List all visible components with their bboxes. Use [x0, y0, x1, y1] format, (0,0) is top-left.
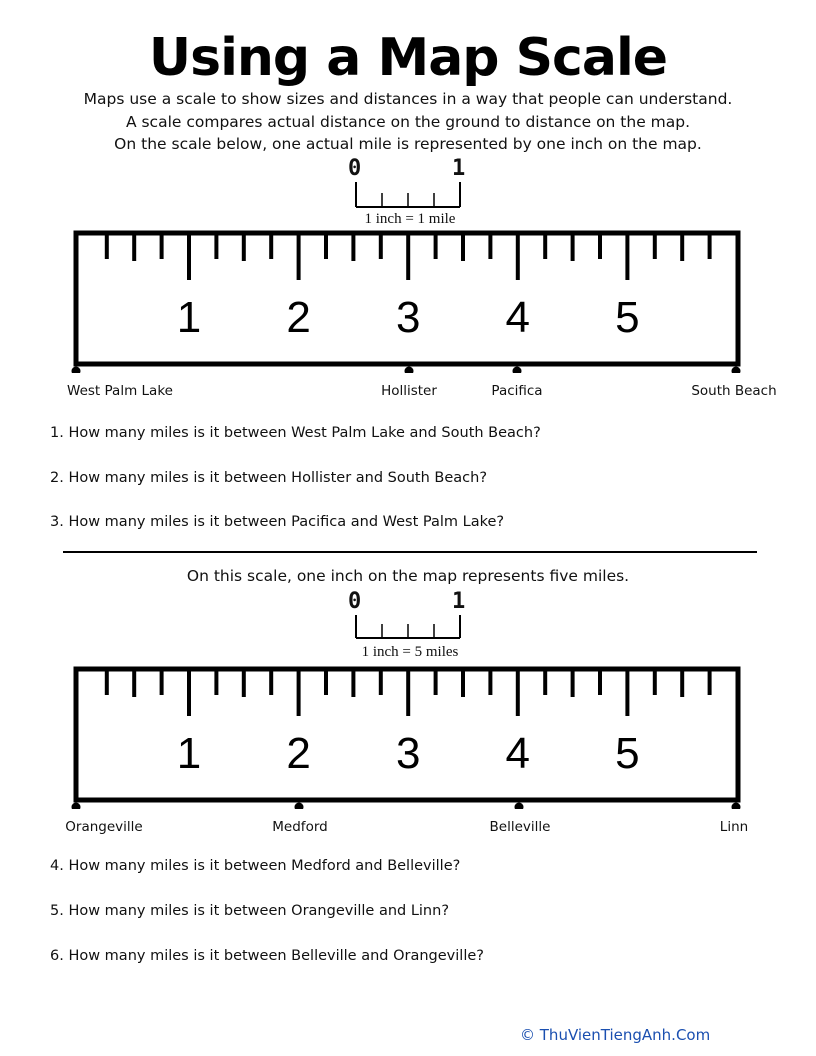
place-dot — [72, 803, 81, 810]
scale-bar-graphic — [340, 589, 480, 645]
place-label: Orangeville — [65, 819, 143, 835]
ruler-1 — [60, 228, 760, 373]
ruler-number: 1 — [176, 293, 202, 342]
question-5: 5. How many miles is it between Orangeville and Linn? — [50, 903, 450, 919]
ruler-number: 4 — [505, 293, 531, 342]
ruler-graphic — [60, 664, 760, 809]
ruler-2-places — [0, 819, 816, 839]
place-dot — [72, 367, 81, 374]
question-2: 2. How many miles is it between Hollister and South Beach? — [50, 470, 488, 486]
section-2-intro: On this scale, one inch on the map represents five miles. — [186, 567, 630, 585]
scale-end-label: 1 — [452, 589, 466, 614]
place-dot — [405, 367, 414, 374]
place-label: Hollister — [381, 383, 437, 399]
scale-bar-1 — [340, 156, 480, 226]
ruler-1-places — [0, 383, 816, 403]
scale-start-label: 0 — [348, 589, 362, 614]
scale-start-label: 0 — [348, 156, 362, 181]
ruler-number: 2 — [286, 293, 311, 342]
place-label: Medford — [272, 819, 328, 835]
ruler-number: 5 — [615, 729, 640, 778]
question-3: 3. How many miles is it between Pacifica and West Palm Lake? — [50, 514, 505, 530]
scale-caption: 1 inch = 1 mile — [364, 211, 456, 227]
ruler-number: 2 — [286, 729, 311, 778]
question-4: 4. How many miles is it between Medford and Belleville? — [50, 858, 461, 874]
place-dot — [515, 803, 524, 810]
place-dot — [513, 367, 522, 374]
scale-caption: 1 inch = 5 miles — [361, 644, 459, 660]
ruler-number: 3 — [395, 729, 421, 778]
place-label: South Beach — [691, 383, 777, 399]
place-label: West Palm Lake — [67, 383, 173, 399]
place-dot — [732, 803, 741, 810]
intro-line-2: A scale compares actual distance on the ground to distance on the map. — [125, 113, 691, 131]
place-dot — [295, 803, 304, 810]
intro-line-3: On the scale below, one actual mile is represented by one inch on the map. — [114, 135, 702, 153]
ruler-graphic — [60, 228, 760, 373]
section-divider — [63, 551, 757, 553]
ruler-number: 4 — [505, 729, 531, 778]
intro-line-1: Maps use a scale to show sizes and distances in a way that people can understand. — [83, 90, 733, 108]
page-title: Using a Map Scale — [148, 28, 668, 88]
place-label: Pacifica — [491, 383, 543, 399]
ruler-number: 1 — [176, 729, 202, 778]
ruler-2 — [60, 664, 760, 809]
ruler-number: 3 — [395, 293, 421, 342]
ruler-number: 5 — [615, 293, 640, 342]
place-label: Linn — [719, 819, 749, 835]
copyright-footer: © ThuVienTiengAnh.Com — [520, 1026, 711, 1044]
scale-bar-graphic — [340, 156, 480, 212]
place-label: Belleville — [489, 819, 551, 835]
scale-end-label: 1 — [452, 156, 466, 181]
question-1: 1. How many miles is it between West Palm Lake and South Beach? — [50, 425, 541, 441]
question-6: 6. How many miles is it between Belleville and Orangeville? — [50, 948, 484, 964]
place-dot — [732, 367, 741, 374]
scale-bar-2 — [340, 589, 480, 659]
